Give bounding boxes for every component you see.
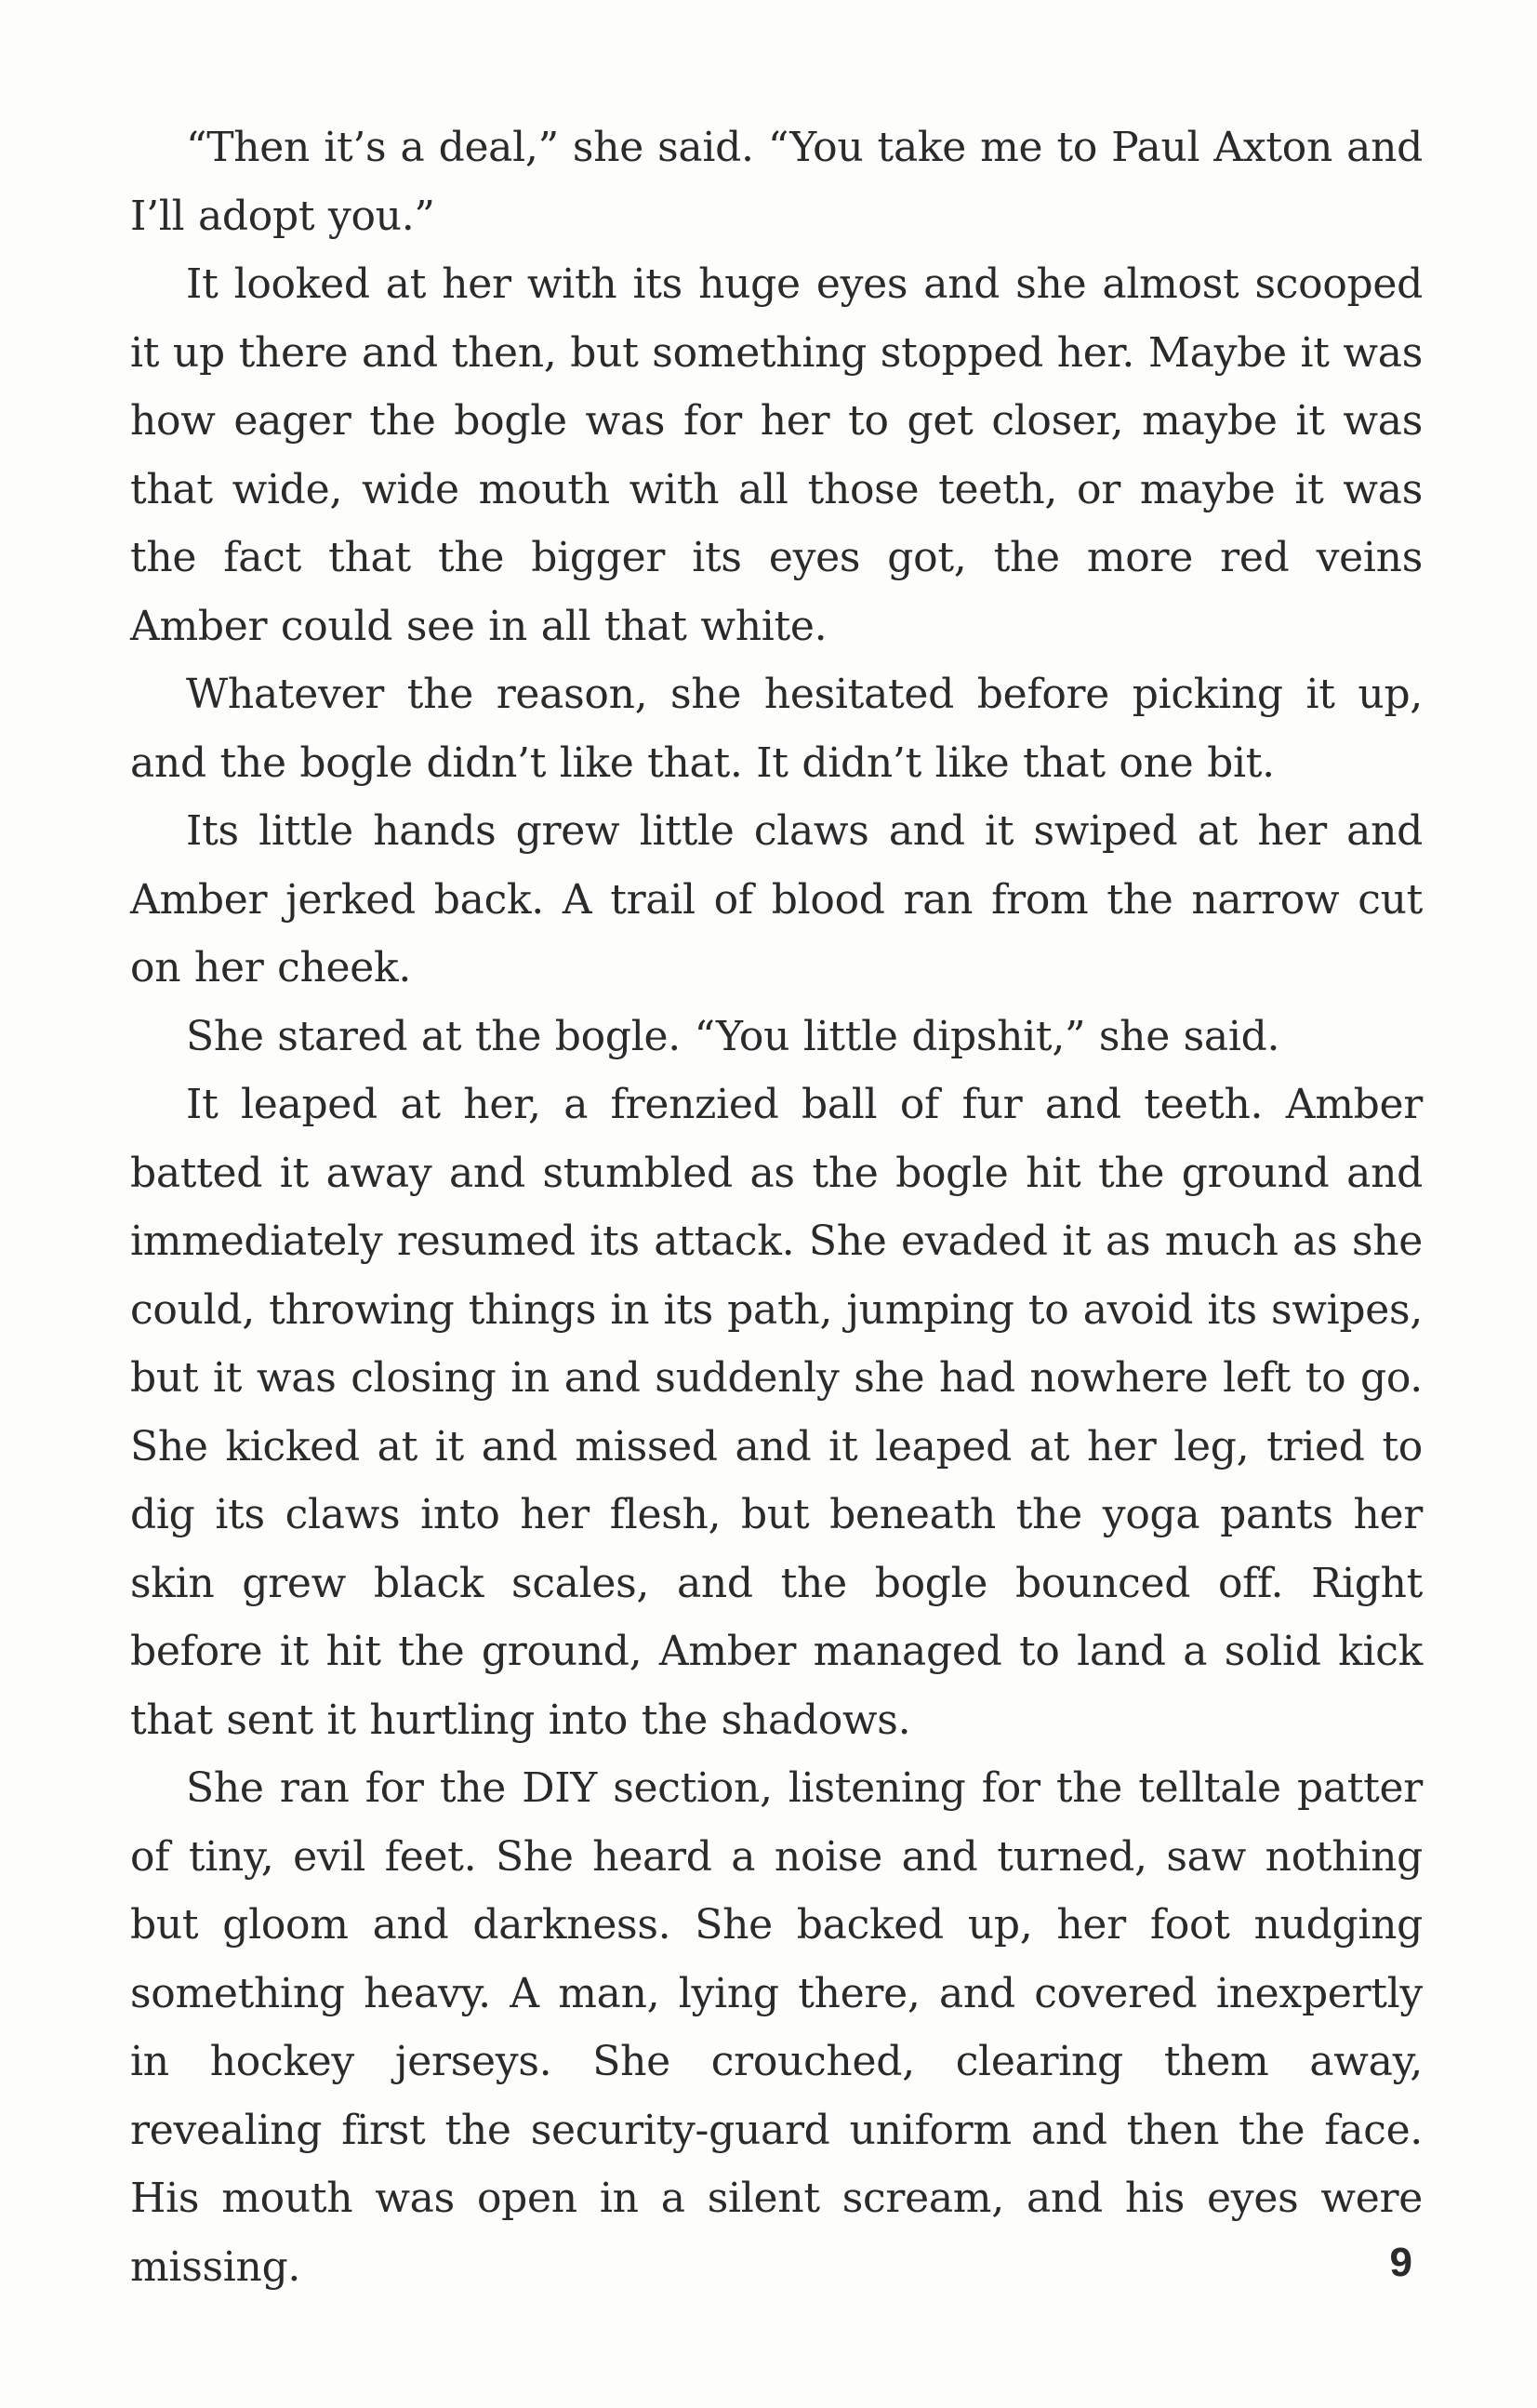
paragraph-2: It looked at her with its huge eyes and she almost scooped it up there and then, but something stopped her. Maybe it was how eager the bogle was for her to get closer, maybe it was that wide, wide mouth with all those teeth, or maybe it was the fact that the bigger its eyes got, the more red veins Amber could see in all that white. — [130, 260, 1423, 650]
paragraph-7: She ran for the DIY section, listening for the telltale patter of tiny, evil feet. She heard a noise and turned, saw nothing but gloom and darkness. She backed up, her foot nudging something heavy. A man, lying there, and covered inexpertly in hockey jerseys. She crouched, clearing them away, revealing first the security-guard uniform and then the face. His mouth was open in a silent scream, and his eyes were missing. — [130, 1764, 1423, 2291]
paragraph-4: Its little hands grew little claws and it swiped at her and Amber jerked back. A trail of blood ran from the narrow cut on her cheek. — [130, 807, 1423, 991]
paragraph-3: Whatever the reason, she hesitated before picking it up, and the bogle didn’t like that. It didn’t like that one bit. — [130, 671, 1423, 787]
page-number: 9 — [1389, 2240, 1412, 2285]
paragraph-1: “Then it’s a deal,” she said. “You take me to Paul Axton and I’ll adopt you.” — [130, 124, 1423, 240]
paragraph-5: She stared at the bogle. “You little dipshit,” she said. — [186, 1012, 1280, 1060]
paragraph-6: It leaped at her, a frenzied ball of fur and teeth. Amber batted it away and stumbled as the bogle hit the ground and immediately resumed its attack. She evaded it as much as she could, throwing things in its path, jumping to avoid its swipes, but it was closing in and suddenly she had nowhere left to go. She kicked at it and missed and it leaped at her leg, tried to dig its claws into her flesh, but beneath the yoga pants her skin grew black scales, and the bogle bounced off. Right before it hit the ground, Amber managed to land a solid kick that sent it hurtling into the shadows. — [130, 1081, 1423, 1744]
body-text — [130, 113, 1423, 2301]
